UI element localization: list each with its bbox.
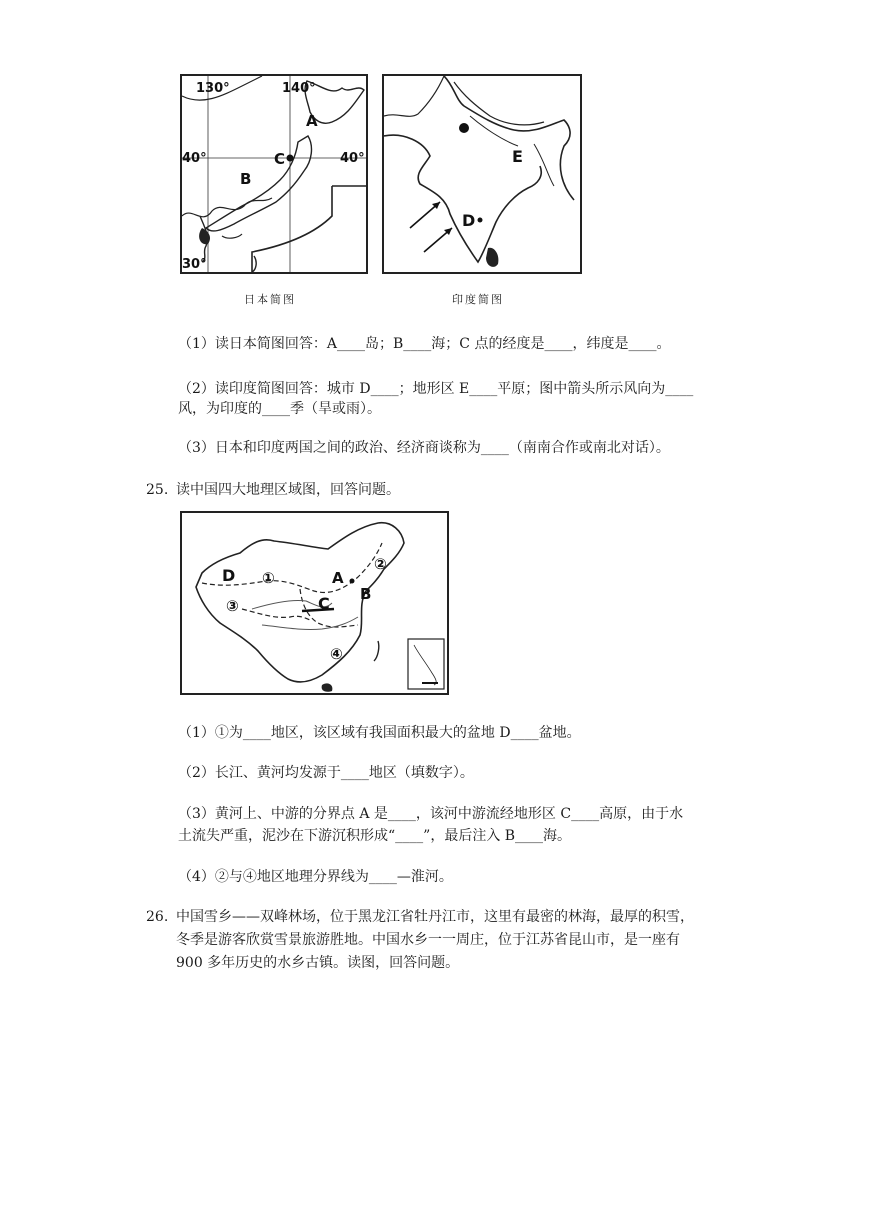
q26-line1: 中国雪乡——双峰林场，位于黑龙江省牡丹江市，这里有最密的林海，最厚的积雪， [176, 909, 694, 925]
q25-part1: （1）①为____地区，该区域有我国面积最大的盆地 D____盆地。 [178, 725, 581, 741]
marker-B: B [240, 170, 252, 188]
marker-A: A [332, 569, 344, 587]
q25-part3-line2: 土流失严重，泥沙在下游沉积形成“____”，最后注入 B____海。 [178, 828, 572, 844]
region-label-1: ① [262, 569, 275, 587]
q26-number: 26. [146, 909, 169, 925]
q26-line3: 900 多年历史的水乡古镇。读图，回答问题。 [176, 955, 460, 971]
q24-part2-line1: （2）读印度简图回答：城市 D____；地形区 E____平原；图中箭头所示风向为____ [178, 381, 694, 397]
india-map [382, 74, 582, 274]
marker-C: C [318, 594, 330, 613]
q24-part1: （1）读日本简图回答：A____岛；B____海；C 点的经度是____，纬度是____。 [178, 336, 671, 352]
japan-map-drawing [182, 76, 366, 272]
marker-B: B [360, 585, 372, 603]
q25-part4: （4）②与④地区地理分界线为____—淮河。 [178, 869, 453, 885]
japan-map-caption: 日本简图 [244, 293, 296, 306]
china-map-drawing [182, 513, 447, 693]
region-label-3: ③ [226, 597, 239, 615]
region-label-2: ② [374, 555, 387, 573]
label-lat-40-left: 40° [182, 151, 207, 166]
q24-part3: （3）日本和印度两国之间的政治、经济商谈称为____（南南合作或南北对话）。 [178, 440, 670, 456]
q25-part2: （2）长江、黄河均发源于____地区（填数字）。 [178, 765, 474, 781]
q24-part2-line2: 风，为印度的____季（旱或雨）。 [178, 401, 381, 417]
label-lat-40-right: 40° [340, 151, 365, 166]
label-lon-130: 130° [196, 81, 230, 96]
india-map-caption: 印度简图 [452, 293, 504, 306]
q25-number: 25. [146, 482, 169, 498]
marker-D: D [462, 211, 476, 230]
q25-part3-line1: （3）黄河上、中游的分界点 A 是____，该河中游流经地形区 C____高原，由于水 [178, 806, 684, 822]
china-regions-map [180, 511, 449, 695]
india-map-drawing [384, 76, 580, 272]
marker-D: D [222, 566, 236, 585]
marker-C: C [274, 150, 286, 168]
marker-E: E [512, 147, 523, 166]
region-label-4: ④ [330, 645, 343, 663]
japan-map [180, 74, 368, 274]
label-lon-140: 140° [282, 81, 316, 96]
marker-A: A [306, 112, 318, 130]
label-lat-30: 30° [182, 257, 207, 272]
q25-stem: 读中国四大地理区域图，回答问题。 [176, 482, 400, 498]
q26-line2: 冬季是游客欣赏雪景旅游胜地。中国水乡一一周庄，位于江苏省昆山市，是一座有 [176, 932, 680, 948]
